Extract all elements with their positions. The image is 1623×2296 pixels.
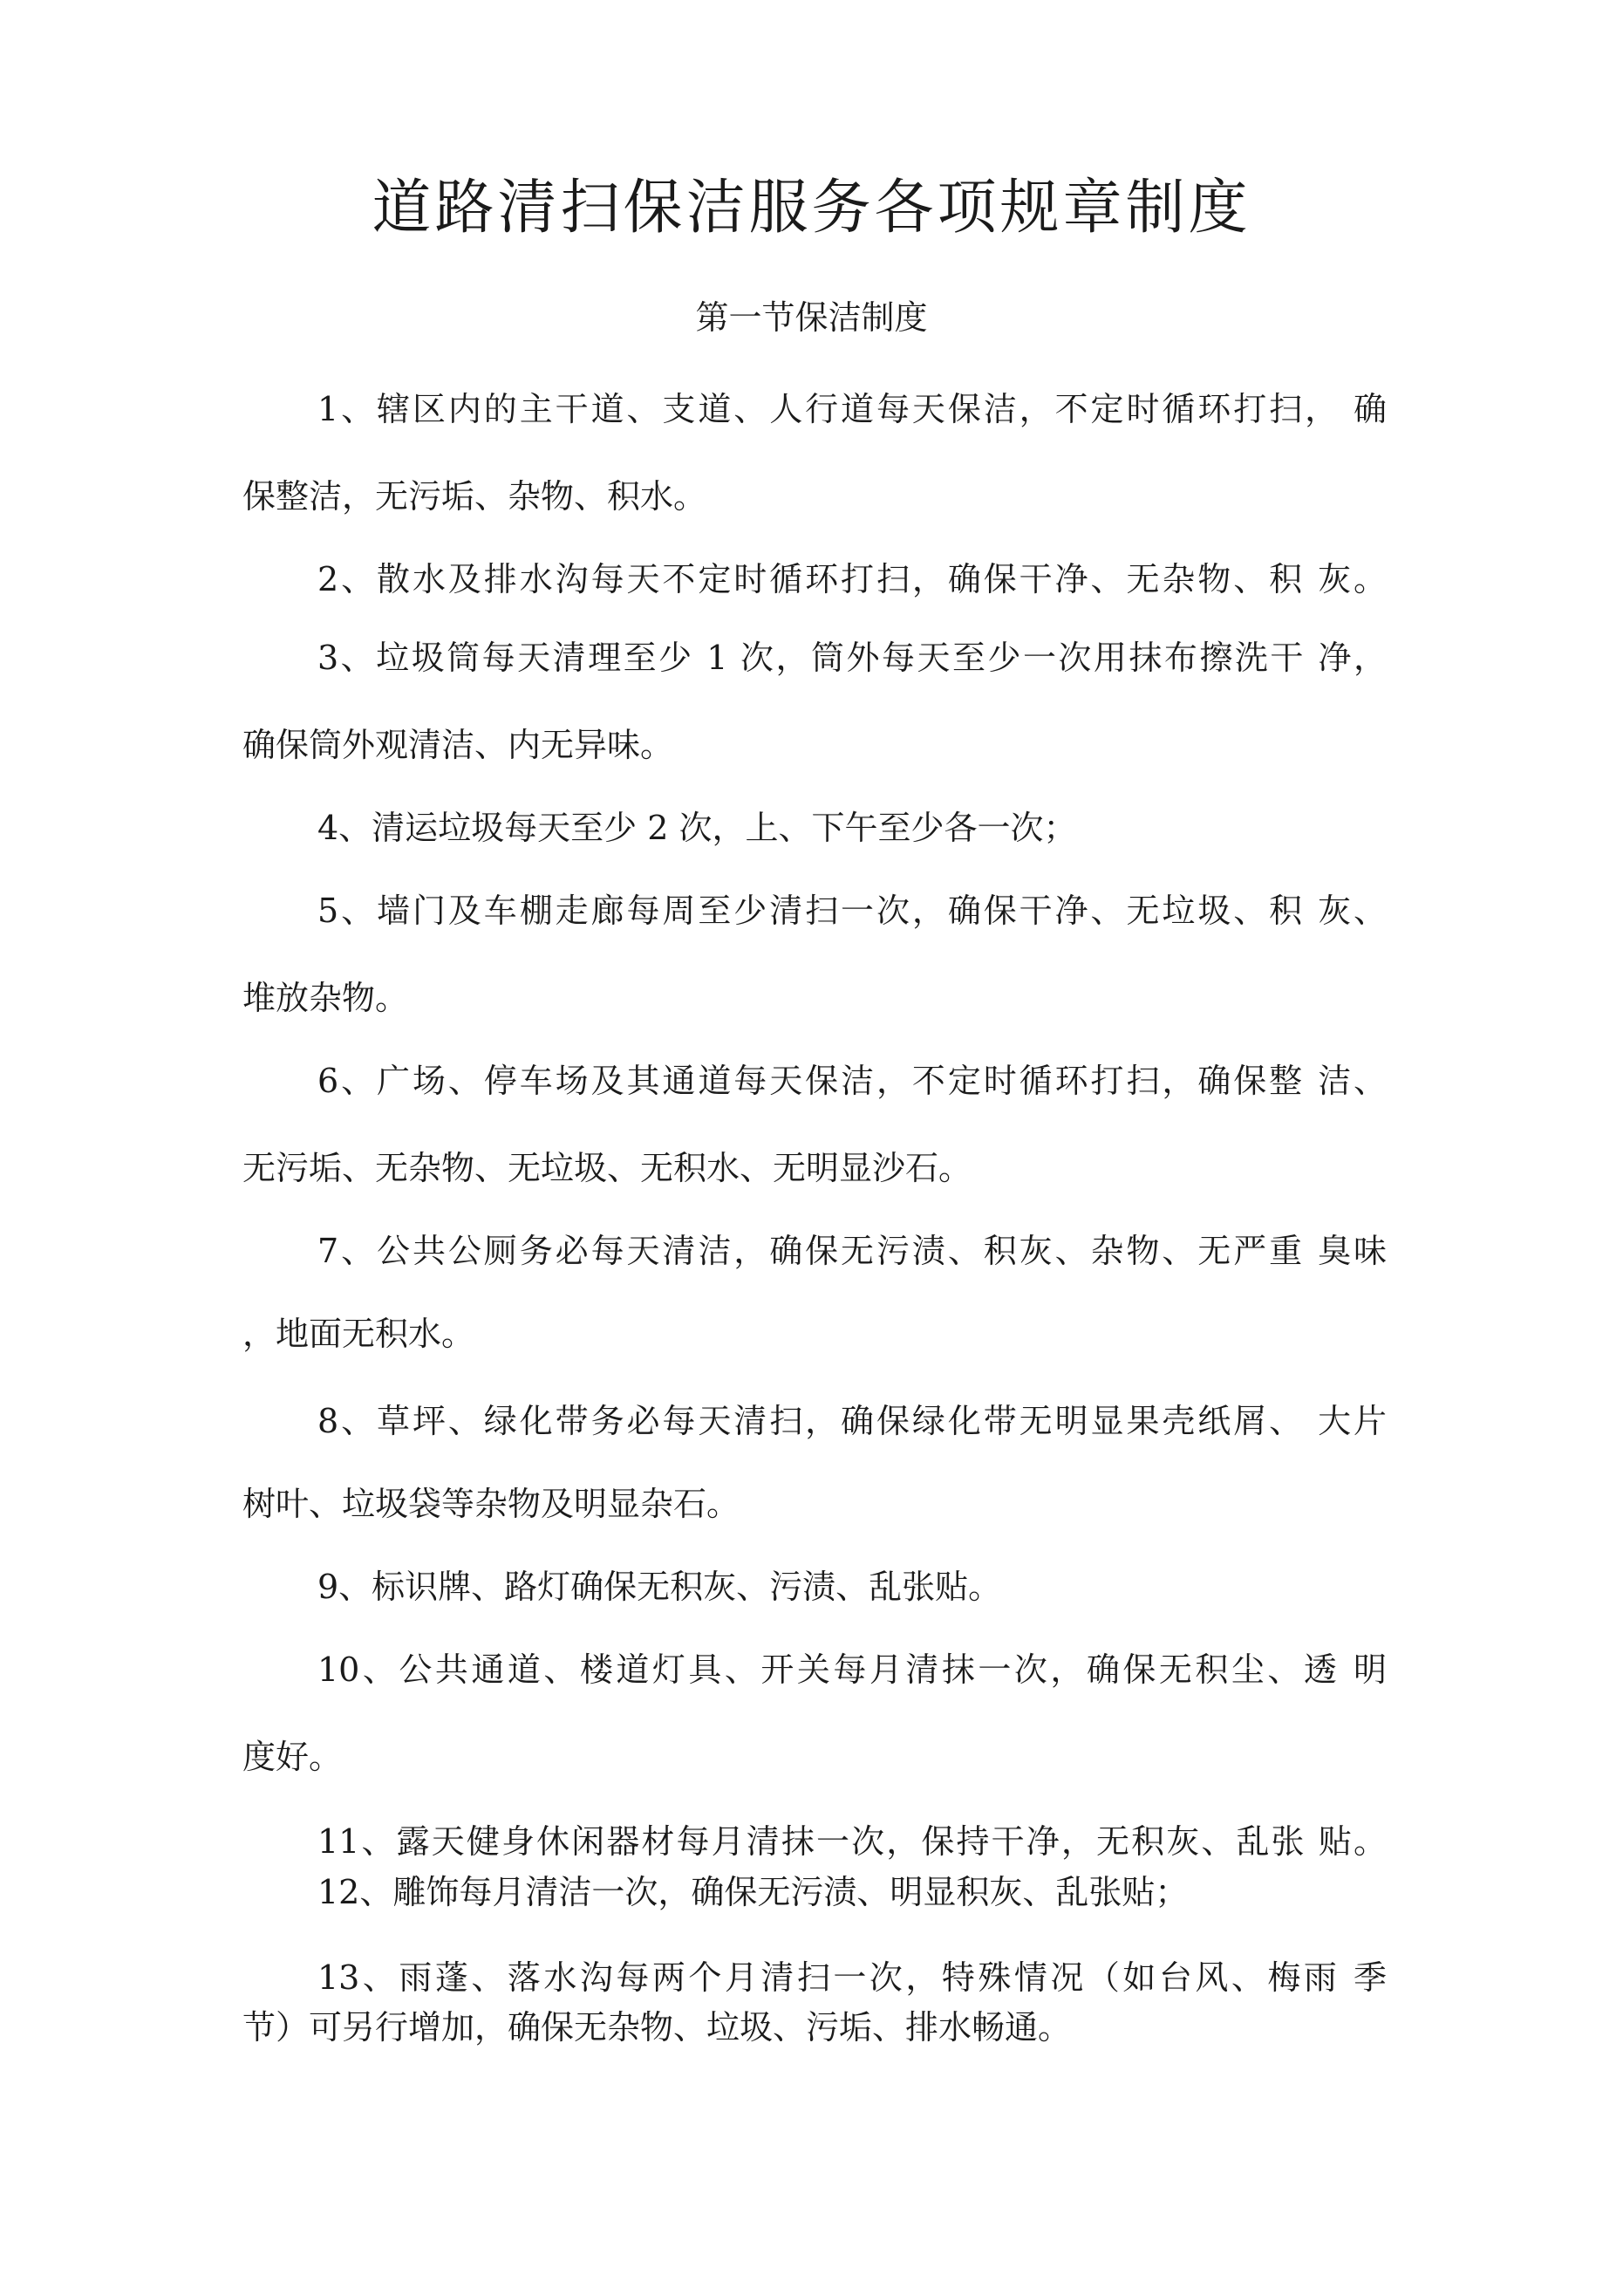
rule-line: 12、雕饰每月清洁一次，确保无污渍、明显积灰、乱张贴；: [317, 1873, 1189, 1911]
rule-line: 保整洁，无污垢、杂物、积水。: [242, 477, 707, 516]
rule-line: 1、辖区内的主干道、支道、人行道每天保洁，不定时循环打扫， 确: [317, 390, 1387, 428]
rule-line: 堆放杂物。: [242, 979, 409, 1017]
rule-line: 7、公共公厕务必每天清洁，确保无污渍、积灰、杂物、无严重 臭味: [317, 1232, 1387, 1270]
section-heading: 第一节保洁制度: [695, 298, 928, 337]
rule-line: 13、雨蓬、落水沟每两个月清扫一次，特殊情况（如台风、梅雨 季: [317, 1958, 1387, 1997]
rule-line: 4、清运垃圾每天至少 2 次，上、下午至少各一次；: [317, 809, 1077, 847]
rule-line: 8、草坪、绿化带务必每天清扫，确保绿化带无明显果壳纸屑、 大片: [317, 1402, 1387, 1440]
rule-line: 树叶、垃圾袋等杂物及明显杂石。: [242, 1485, 740, 1523]
rule-line: 6、广场、停车场及其通道每天保洁，不定时循环打扫，确保整 洁、: [317, 1062, 1387, 1100]
rule-line: 5、墙门及车棚走廊每周至少清扫一次，确保干净、无垃圾、积 灰、: [317, 892, 1387, 930]
rule-line: 9、标识牌、路灯确保无积灰、污渍、乱张贴。: [317, 1568, 1002, 1606]
rule-line: 3、垃圾筒每天清理至少 1 次，筒外每天至少一次用抹布擦洗干 净，: [317, 639, 1387, 677]
rule-line: ，地面无积水。: [242, 1315, 475, 1353]
rule-line: 节）可另行增加，确保无杂物、垃圾、污垢、排水畅通。: [242, 2008, 1072, 2047]
rule-line: 11、露天健身休闲器材每月清抹一次，保持干净，无积灰、乱张 贴。: [317, 1822, 1387, 1861]
rule-line: 确保筒外观清洁、内无异味。: [242, 726, 674, 764]
rule-line: 2、散水及排水沟每天不定时循环打扫，确保干净、无杂物、积 灰。: [317, 560, 1387, 598]
rule-line: 无污垢、无杂物、无垃圾、无积水、无明显沙石。: [242, 1149, 972, 1187]
document-title: 道路清扫保洁服务各项规章制度: [372, 174, 1251, 243]
rule-line: 度好。: [242, 1738, 343, 1776]
rule-line: 10、公共通道、楼道灯具、开关每月清抹一次，确保无积尘、透 明: [317, 1650, 1387, 1689]
